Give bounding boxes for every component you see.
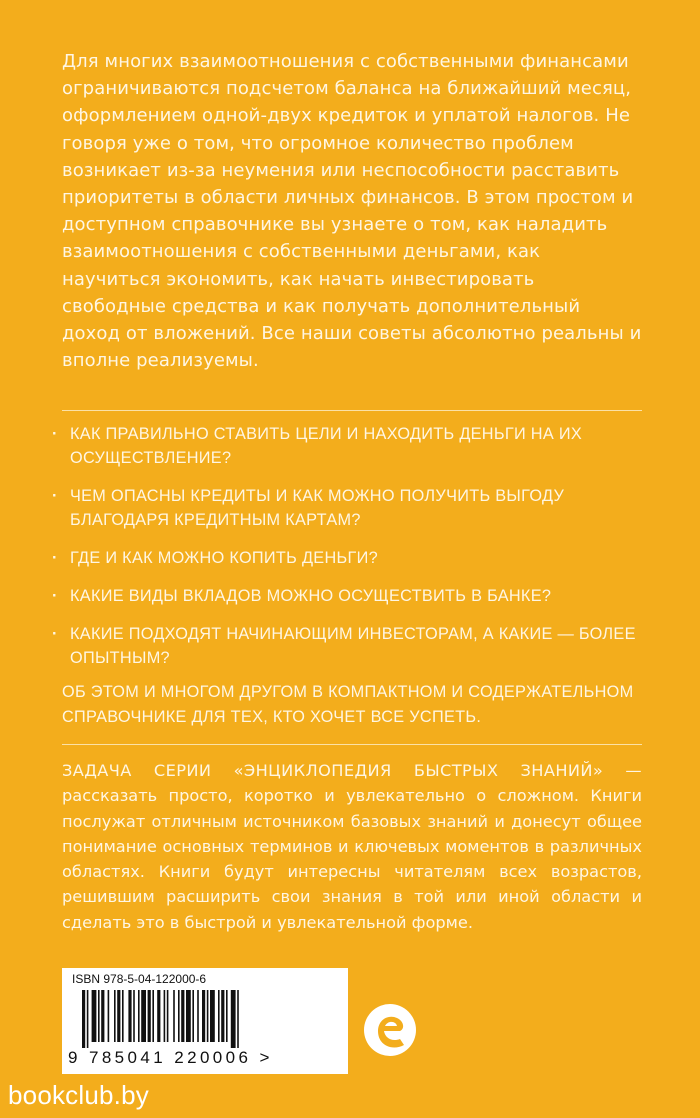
barcode-bar (98, 990, 100, 1042)
isbn-label: ISBN 978-5-04-122000-6 (72, 972, 207, 986)
question-item (52, 622, 652, 670)
barcode-bar (210, 990, 215, 1042)
barcode-bar (157, 990, 160, 1042)
series-lead: ЗАДАЧА СЕРИИ «ЭНЦИКЛОПЕДИЯ БЫСТРЫХ ЗНАНИЙ» — (62, 761, 642, 780)
barcode-bar (152, 990, 154, 1042)
barcode-bar (237, 990, 239, 1048)
barcode-bar (202, 990, 205, 1042)
questions-list (52, 422, 652, 684)
barcode-bar (82, 990, 85, 1048)
question-text: ГДЕ И КАК МОЖНО КОПИТЬ ДЕНЬГИ? (70, 549, 378, 567)
question-item (52, 422, 652, 470)
series-body: рассказать просто, коротко и увлекательно о сложном. Книги послужат отличным источником базовых знаний и донесут общее понимание основных терминов и ключевых моментов в различных областях. Книги будут интересны читателям всех возрастов, решившим расширить свои знания в той или иной области и сделать это в быстрой и увлекательной форме. (62, 786, 642, 932)
publisher-logo-icon (360, 1000, 420, 1060)
bullet-marker: · (52, 587, 58, 605)
bullet-marker: · (52, 487, 58, 505)
barcode-bar (181, 990, 184, 1042)
question-text: КАКИЕ ВИДЫ ВКЛАДОВ МОЖНО ОСУЩЕСТВИТЬ В БАНКЕ? (70, 587, 552, 605)
question-item (52, 584, 652, 608)
barcode-bar (148, 990, 151, 1042)
barcode-bar (231, 990, 236, 1048)
barcode-bar (197, 990, 199, 1042)
divider-top (62, 410, 642, 411)
barcode-bar (192, 990, 194, 1042)
barcode-bar (141, 990, 146, 1042)
barcode-bar (87, 990, 89, 1048)
barcode-bar (221, 990, 224, 1042)
bullet-marker: · (52, 549, 58, 567)
barcode-bar (128, 990, 131, 1042)
barcode-bar (164, 990, 166, 1042)
barcode-bar (92, 990, 97, 1042)
barcode-bar (186, 990, 191, 1042)
question-text: КАК ПРАВИЛЬНО СТАВИТЬ ЦЕЛИ И НАХОДИТЬ ДЕНЬГИ НА ИХ ОСУЩЕСТВЛЕНИЕ? (70, 425, 582, 467)
barcode-bar (207, 990, 209, 1042)
bullet-marker: · (52, 625, 58, 643)
series-description (62, 758, 642, 935)
question-item (52, 484, 652, 532)
question-item (52, 546, 652, 570)
barcode-bar (133, 990, 135, 1042)
barcode-bar (101, 990, 104, 1042)
divider-bottom (62, 744, 642, 745)
barcode-bar (122, 990, 124, 1042)
outro-text: ОБ ЭТОМ И МНОГОМ ДРУГОМ В КОМПАКТНОМ И СОДЕРЖАТЕЛЬНОМ СПРАВОЧНИКЕ ДЛЯ ТЕХ, КТО ХОЧЕТ ВСЕ УСПЕТЬ. (62, 683, 634, 726)
barcode-bar (173, 990, 175, 1042)
barcode-bar (138, 990, 140, 1042)
bullet-marker: · (52, 425, 58, 443)
barcode-bar (114, 990, 116, 1042)
intro-paragraph: Для многих взаимоотношения с собственными финансами ограничиваются подсчетом баланса на ближайший месяц, оформлением одной-двух кредиток и уплатой налогов. Не говоря уже о том, что огромное количество проблем возникает из-за неумения или неспособности расставить приоритеты в области личных финансов. В этом простом и доступном справочнике вы узнаете о том, как наладить взаимоотношения с собственными деньгами, как научиться экономить, как начать инвестировать свободные средства и как получать дополнительный доход от вложений. Все наши советы абсолютно реальны и вполне реализуемы. (62, 51, 642, 372)
barcode-bars (82, 990, 332, 1048)
barcode-bar (226, 990, 228, 1042)
barcode-bar (108, 990, 110, 1042)
barcode-bar (218, 990, 220, 1042)
question-text: КАКИЕ ПОДХОДЯТ НАЧИНАЮЩИМ ИНВЕСТОРАМ, А КАКИЕ — БОЛЕЕ ОПЫТНЫМ? (70, 625, 636, 667)
question-text: ЧЕМ ОПАСНЫ КРЕДИТЫ И КАК МОЖНО ПОЛУЧИТЬ ВЫГОДУ БЛАГОДАРЯ КРЕДИТНЫМ КАРТАМ? (70, 487, 565, 529)
watermark: bookclub.by (8, 1080, 149, 1110)
barcode-panel (62, 968, 348, 1074)
barcode-bar (178, 990, 180, 1042)
barcode-bar (167, 990, 169, 1042)
barcode-bar (117, 990, 120, 1042)
barcode-digits: 9 785041 220006 > (68, 1048, 273, 1067)
